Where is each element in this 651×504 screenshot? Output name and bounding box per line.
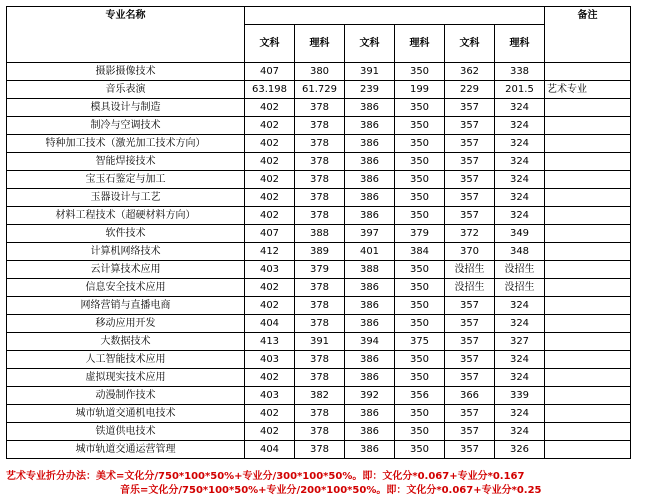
score-cell: 356 (395, 387, 445, 405)
score-cell: 324 (495, 351, 545, 369)
table-row (7, 333, 631, 351)
table-row (7, 243, 631, 261)
score-cell: 402 (245, 297, 295, 315)
score-cell: 402 (245, 135, 295, 153)
score-table (6, 6, 631, 459)
major-name-cell: 动漫制作技术 (7, 387, 245, 405)
major-name-cell: 音乐表演 (7, 81, 245, 99)
score-cell: 407 (245, 63, 295, 81)
score-cell: 401 (345, 243, 395, 261)
table-row (7, 279, 631, 297)
score-cell: 357 (445, 171, 495, 189)
note-cell (545, 261, 631, 279)
score-cell: 350 (395, 171, 445, 189)
score-cell: 350 (395, 153, 445, 171)
score-cell: 357 (445, 135, 495, 153)
score-cell: 349 (495, 225, 545, 243)
score-cell: 338 (495, 63, 545, 81)
score-cell: 370 (445, 243, 495, 261)
score-cell: 324 (495, 315, 545, 333)
art-scoring-note (6, 470, 646, 498)
score-cell: 61.729 (295, 81, 345, 99)
score-cell: 386 (345, 405, 395, 423)
score-cell: 392 (345, 387, 395, 405)
score-cell: 357 (445, 189, 495, 207)
score-cell: 357 (445, 315, 495, 333)
major-name-cell: 信息安全技术应用 (7, 279, 245, 297)
score-cell: 324 (495, 117, 545, 135)
score-cell: 391 (345, 63, 395, 81)
col-header-arts-3: 文科 (445, 25, 495, 63)
score-cell: 350 (395, 99, 445, 117)
major-name-cell: 移动应用开发 (7, 315, 245, 333)
score-cell: 350 (395, 441, 445, 459)
score-cell: 378 (295, 297, 345, 315)
table-row (7, 117, 631, 135)
score-cell: 386 (345, 315, 395, 333)
score-cell: 350 (395, 369, 445, 387)
score-cell: 386 (345, 441, 395, 459)
major-name-cell: 软件技术 (7, 225, 245, 243)
score-cell: 386 (345, 423, 395, 441)
score-cell: 386 (345, 351, 395, 369)
score-cell: 366 (445, 387, 495, 405)
score-cell: 357 (445, 333, 495, 351)
score-cell: 324 (495, 423, 545, 441)
score-cell: 239 (345, 81, 395, 99)
table-row (7, 405, 631, 423)
score-cell: 403 (245, 351, 295, 369)
score-cell: 386 (345, 117, 395, 135)
note-cell (545, 135, 631, 153)
score-cell: 339 (495, 387, 545, 405)
score-cell: 386 (345, 99, 395, 117)
note-cell (545, 99, 631, 117)
major-name-cell: 特种加工技术（激光加工技术方向） (7, 135, 245, 153)
score-cell: 386 (345, 135, 395, 153)
score-cell: 404 (245, 315, 295, 333)
note-cell (545, 387, 631, 405)
note-cell (545, 63, 631, 81)
score-cell: 362 (445, 63, 495, 81)
score-cell: 378 (295, 189, 345, 207)
table-row (7, 261, 631, 279)
major-name-cell: 计算机网络技术 (7, 243, 245, 261)
score-cell: 378 (295, 405, 345, 423)
score-cell: 378 (295, 207, 345, 225)
score-cell: 378 (295, 423, 345, 441)
note-cell (545, 189, 631, 207)
score-cell: 357 (445, 423, 495, 441)
note-cell (545, 405, 631, 423)
score-cell: 324 (495, 171, 545, 189)
score-cell: 357 (445, 153, 495, 171)
major-name-cell: 宝玉石鉴定与加工 (7, 171, 245, 189)
major-name-cell: 玉器设计与工艺 (7, 189, 245, 207)
score-cell: 402 (245, 279, 295, 297)
score-cell: 380 (295, 63, 345, 81)
score-cell: 324 (495, 189, 545, 207)
score-cell: 402 (245, 369, 295, 387)
table-row (7, 315, 631, 333)
note-cell (545, 333, 631, 351)
major-name-cell: 智能焊接技术 (7, 153, 245, 171)
score-cell: 375 (395, 333, 445, 351)
score-cell: 378 (295, 117, 345, 135)
score-cell: 324 (495, 405, 545, 423)
score-cell: 350 (395, 117, 445, 135)
score-cell: 386 (345, 189, 395, 207)
art-scoring-line-1: 艺术专业折分办法：美术=文化分/750*100*50%+专业分/300*100*50%。即：文化分*0.067+专业分*0.167 (6, 471, 525, 482)
score-cell: 324 (495, 207, 545, 225)
score-cell: 357 (445, 351, 495, 369)
major-name-header: 专业名称 (7, 7, 245, 63)
major-name-cell: 人工智能技术应用 (7, 351, 245, 369)
score-cell: 378 (295, 99, 345, 117)
score-cell: 378 (295, 153, 345, 171)
score-cell: 391 (295, 333, 345, 351)
note-cell (545, 441, 631, 459)
score-cell: 350 (395, 297, 445, 315)
table-row (7, 99, 631, 117)
score-cell: 386 (345, 207, 395, 225)
major-name-cell: 材料工程技术（超硬材料方向） (7, 207, 245, 225)
note-cell (545, 117, 631, 135)
score-cell: 357 (445, 441, 495, 459)
score-cell: 413 (245, 333, 295, 351)
score-cell: 386 (345, 279, 395, 297)
score-cell: 403 (245, 261, 295, 279)
score-cell: 324 (495, 369, 545, 387)
table-body (7, 63, 631, 459)
score-cell: 348 (495, 243, 545, 261)
note-cell (545, 207, 631, 225)
score-cell: 402 (245, 99, 295, 117)
note-header: 备注 (545, 7, 631, 63)
note-cell (545, 243, 631, 261)
major-name-cell: 大数据技术 (7, 333, 245, 351)
score-cell: 402 (245, 405, 295, 423)
score-cell: 357 (445, 405, 495, 423)
score-cell: 350 (395, 405, 445, 423)
note-cell (545, 171, 631, 189)
score-cell: 386 (345, 297, 395, 315)
score-cell: 402 (245, 117, 295, 135)
score-cell: 没招生 (495, 279, 545, 297)
score-cell: 404 (245, 441, 295, 459)
note-cell (545, 369, 631, 387)
score-cell: 324 (495, 153, 545, 171)
col-header-science-2: 理科 (395, 25, 445, 63)
score-cell: 402 (245, 171, 295, 189)
score-cell: 397 (345, 225, 395, 243)
table-row (7, 441, 631, 459)
col-header-arts-1: 文科 (245, 25, 295, 63)
score-cell: 350 (395, 261, 445, 279)
note-cell (545, 315, 631, 333)
col-header-arts-2: 文科 (345, 25, 395, 63)
score-cell: 403 (245, 387, 295, 405)
major-name-cell: 城市轨道交通运营管理 (7, 441, 245, 459)
major-name-cell: 城市轨道交通机电技术 (7, 405, 245, 423)
major-name-cell: 模具设计与制造 (7, 99, 245, 117)
score-cell: 386 (345, 171, 395, 189)
score-cell: 379 (395, 225, 445, 243)
score-cell: 327 (495, 333, 545, 351)
score-cell: 357 (445, 117, 495, 135)
col-header-science-1: 理科 (295, 25, 345, 63)
score-cell: 324 (495, 297, 545, 315)
score-cell: 378 (295, 135, 345, 153)
score-cell: 402 (245, 153, 295, 171)
score-cell: 357 (445, 297, 495, 315)
art-scoring-line-2: 音乐=文化分/750*100*50%+专业分/200*100*50%。即：文化分*0.067+专业分*0.25 (120, 485, 542, 496)
table-row (7, 171, 631, 189)
table-row (7, 153, 631, 171)
note-cell (545, 351, 631, 369)
score-cell: 407 (245, 225, 295, 243)
score-cell: 378 (295, 171, 345, 189)
table-row (7, 207, 631, 225)
table-row (7, 297, 631, 315)
score-cell: 没招生 (445, 279, 495, 297)
major-name-cell: 制冷与空调技术 (7, 117, 245, 135)
score-cell: 350 (395, 189, 445, 207)
table-row (7, 369, 631, 387)
score-cell: 324 (495, 99, 545, 117)
score-cell: 378 (295, 279, 345, 297)
score-cell: 382 (295, 387, 345, 405)
table-row (7, 81, 631, 99)
major-name-cell: 云计算技术应用 (7, 261, 245, 279)
note-cell: 艺术专业 (545, 81, 631, 99)
score-cell: 412 (245, 243, 295, 261)
score-cell: 350 (395, 315, 445, 333)
note-cell (545, 279, 631, 297)
score-cell: 389 (295, 243, 345, 261)
score-cell: 402 (245, 207, 295, 225)
note-cell (545, 297, 631, 315)
score-cell: 379 (295, 261, 345, 279)
note-cell (545, 225, 631, 243)
note-cell (545, 423, 631, 441)
header-blank (245, 7, 545, 25)
table-header (7, 7, 631, 63)
score-cell: 350 (395, 351, 445, 369)
score-cell: 357 (445, 99, 495, 117)
score-cell: 350 (395, 207, 445, 225)
score-cell: 357 (445, 369, 495, 387)
table-row (7, 135, 631, 153)
table-row (7, 225, 631, 243)
score-cell: 201.5 (495, 81, 545, 99)
score-cell: 没招生 (445, 261, 495, 279)
score-cell: 324 (495, 135, 545, 153)
score-cell: 386 (345, 153, 395, 171)
score-cell: 199 (395, 81, 445, 99)
score-cell: 388 (295, 225, 345, 243)
major-name-cell: 虚拟现实技术应用 (7, 369, 245, 387)
score-cell: 350 (395, 135, 445, 153)
table-row (7, 387, 631, 405)
score-cell: 357 (445, 207, 495, 225)
major-name-cell: 铁道供电技术 (7, 423, 245, 441)
score-cell: 372 (445, 225, 495, 243)
score-cell: 386 (345, 369, 395, 387)
score-cell: 384 (395, 243, 445, 261)
score-cell: 402 (245, 189, 295, 207)
score-cell: 378 (295, 369, 345, 387)
score-cell: 没招生 (495, 261, 545, 279)
table-row (7, 63, 631, 81)
col-header-science-3: 理科 (495, 25, 545, 63)
score-cell: 378 (295, 351, 345, 369)
score-cell: 394 (345, 333, 395, 351)
table-row (7, 423, 631, 441)
score-cell: 378 (295, 315, 345, 333)
score-cell: 350 (395, 63, 445, 81)
table-row (7, 189, 631, 207)
score-cell: 229 (445, 81, 495, 99)
score-cell: 63.198 (245, 81, 295, 99)
note-cell (545, 153, 631, 171)
score-cell: 326 (495, 441, 545, 459)
major-name-cell: 摄影摄像技术 (7, 63, 245, 81)
score-cell: 350 (395, 279, 445, 297)
score-cell: 350 (395, 423, 445, 441)
score-cell: 378 (295, 441, 345, 459)
score-cell: 402 (245, 423, 295, 441)
major-name-cell: 网络营销与直播电商 (7, 297, 245, 315)
table-row (7, 351, 631, 369)
score-cell: 388 (345, 261, 395, 279)
